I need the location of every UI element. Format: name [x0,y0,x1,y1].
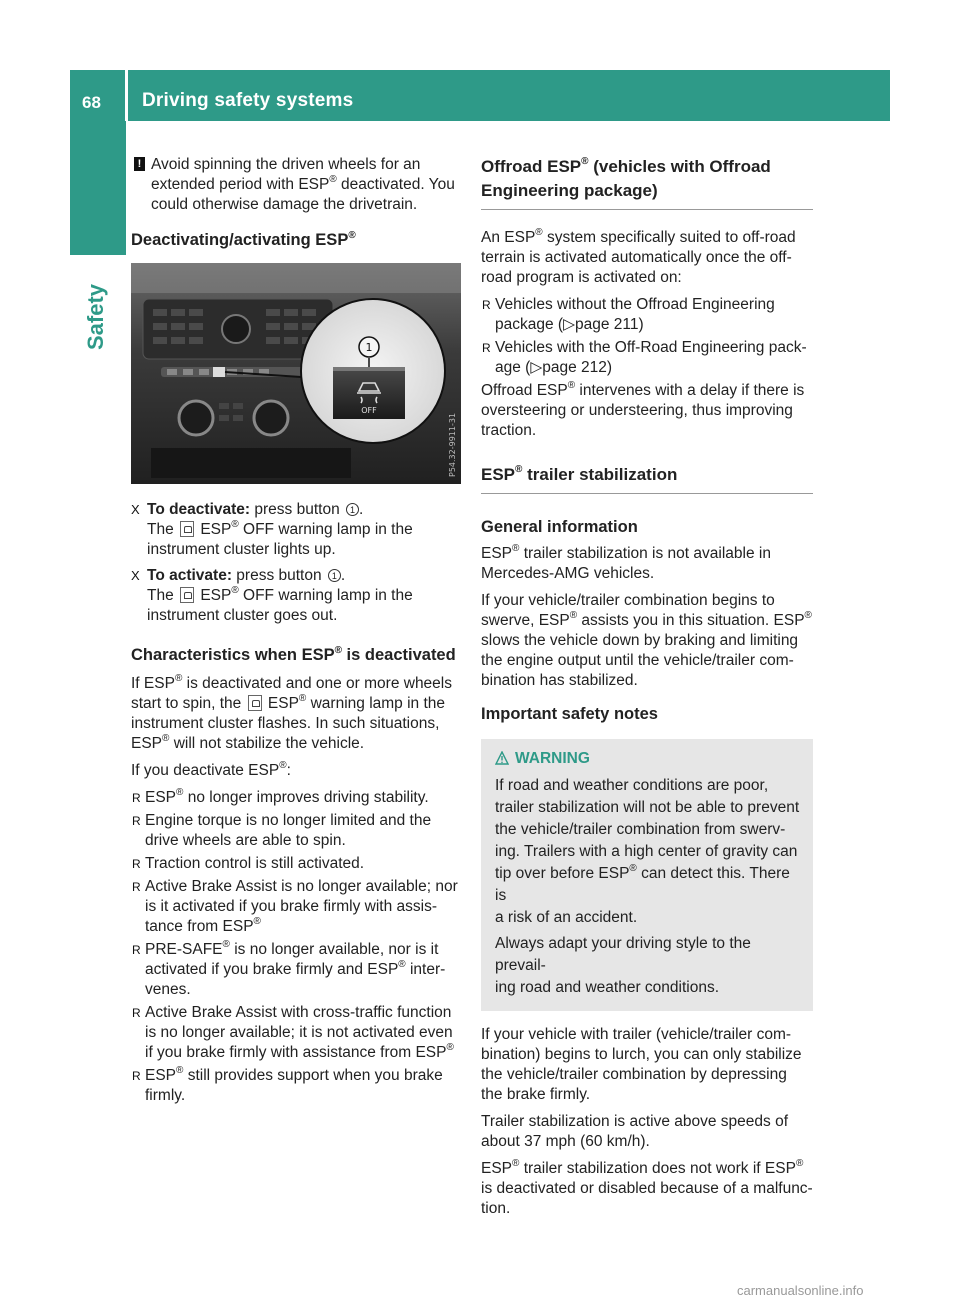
list-item: R Vehicles with the Off-Road Engineering pack- age (▷page 212) [482,339,807,376]
esp-warning-lamp-icon [248,695,262,711]
bullet-icon: R [132,1006,141,1020]
heading-important-safety-notes: Important safety notes [481,705,658,723]
section-title: Driving safety systems [142,90,354,111]
paragraph: If your vehicle with trailer (vehicle/trailer com- bination) begins to lurch, you can only stabilize the vehicle/trailer combination by depressing the brake firmly. [481,1026,802,1103]
bullet-icon: R [482,298,491,312]
paragraph: Offroad ESP® intervenes with a delay if there is oversteering or understeering, thus improving traction. [481,379,805,439]
step-activate: X To activate: press button 1 . The ESP® OFF warning lamp in the instrument cluster goes out. [131,567,413,624]
list-item: R Traction control is still activated. [132,855,365,872]
paragraph: If your vehicle/trailer combination begins to swerve, ESP® assists you in this situation. ESP® slows the vehicle down by braking and limiting the engine output until the vehicle/trailer com- bination has stabilized. [481,592,812,689]
list-item: R ESP® still provides support when you brake firmly. [132,1064,443,1104]
notice-block: ! Avoid spinning the driven wheels for an extended period with ESP® deactivated. You could otherwise damage the drivetrain. [131,155,461,215]
left-column [131,155,461,1109]
side-tab-label: Safety [83,283,108,350]
bullet-icon: R [132,880,141,894]
heading-trailer-stabilization: ESP® trailer stabilization [481,463,813,494]
callout-one-icon: 1 [346,503,359,516]
paragraph: An ESP® system specifically suited to off-road terrain is activated automatically once the off- road program is activated on: [481,226,796,286]
page-number: 68 [82,93,101,112]
paragraph: ESP® trailer stabilization does not work if ESP® is deactivated or disabled because of a malfunc- tion. [481,1157,813,1217]
callout-one-icon: 1 [328,569,341,582]
bullet-icon: R [132,791,141,805]
heading-offroad-esp: Offroad ESP® (vehicles with Offroad Engineering package) [481,155,813,210]
side-tab-block [70,121,126,255]
step-arrow-icon: X [131,502,140,517]
heading-general-information: General information [481,518,638,536]
page-reference-icon[interactable]: ▷ [530,359,543,376]
exclamation-icon: ! [134,157,145,171]
list-item: R Engine torque is no longer limited and the drive wheels are able to spin. [132,812,432,849]
page-reference-icon[interactable]: ▷ [563,316,575,333]
warning-box: WARNING If road and weather conditions are poor, trailer stabilization will not be able to prevent the vehicle/trailer combination from swerv- ing. Trailers with a high center of gravity can tip over before ESP® can detect this. There is a risk of an accident. Always adapt your driving style to the prevail- ing road and weather conditions. [481,739,813,1011]
bullet-icon: R [132,1069,141,1083]
header-divider [125,70,128,121]
list-item: R Active Brake Assist with cross-traffic function is no longer available; it is not activated even if you brake firmly with assistance from ESP® [132,1004,454,1061]
list-item: R ESP® no longer improves driving stability. [132,786,429,806]
bullet-icon: R [132,943,141,957]
photo-ref-code: P54.32-9911-31 [448,412,457,477]
bullet-icon: R [132,857,141,871]
step-arrow-icon: X [131,568,140,583]
paragraph: Trailer stabilization is active above speeds of about 37 mph (60 km/h). [481,1113,788,1150]
heading-deactivating: Deactivating/activating ESP® [131,229,356,249]
heading-characteristics: Characteristics when ESP® is deactivated [131,644,456,664]
esp-off-lamp-icon [180,521,194,537]
step-deactivate: X To deactivate: press button 1 . The ESP® OFF warning lamp in the instrument cluster lights up. [131,501,413,558]
watermark: carmanualsonline.info [737,1283,864,1298]
list-item: R Vehicles without the Offroad Engineering package (▷page 211) [482,296,775,333]
list-item: R Active Brake Assist is no longer available; nor is it activated if you brake firmly with assis- tance from ESP® [132,878,458,935]
paragraph: If ESP® is deactivated and one or more wheels start to spin, the ESP® warning lamp in the instrument cluster flashes. In such situations, ESP® will not stabilize the vehicle. [131,672,452,752]
paragraph: ESP® trailer stabilization is not available in Mercedes-AMG vehicles. [481,542,771,582]
esp-off-lamp-icon [180,587,194,603]
photo-off-label: OFF [361,406,377,415]
bullet-icon: R [482,341,491,355]
warning-triangle-icon [495,751,509,765]
dashboard-illustration [131,263,461,484]
warning-header: WARNING [495,749,803,769]
esp-button-photo [131,263,461,484]
right-column [481,155,813,1226]
list-item: R PRE-SAFE® is no longer available, nor is it activated if you brake firmly and ESP® inter- venes. [132,938,446,998]
bullet-icon: R [132,814,141,828]
paragraph: If you deactivate ESP®: [131,759,291,779]
photo-callout-number: 1 [365,341,373,354]
